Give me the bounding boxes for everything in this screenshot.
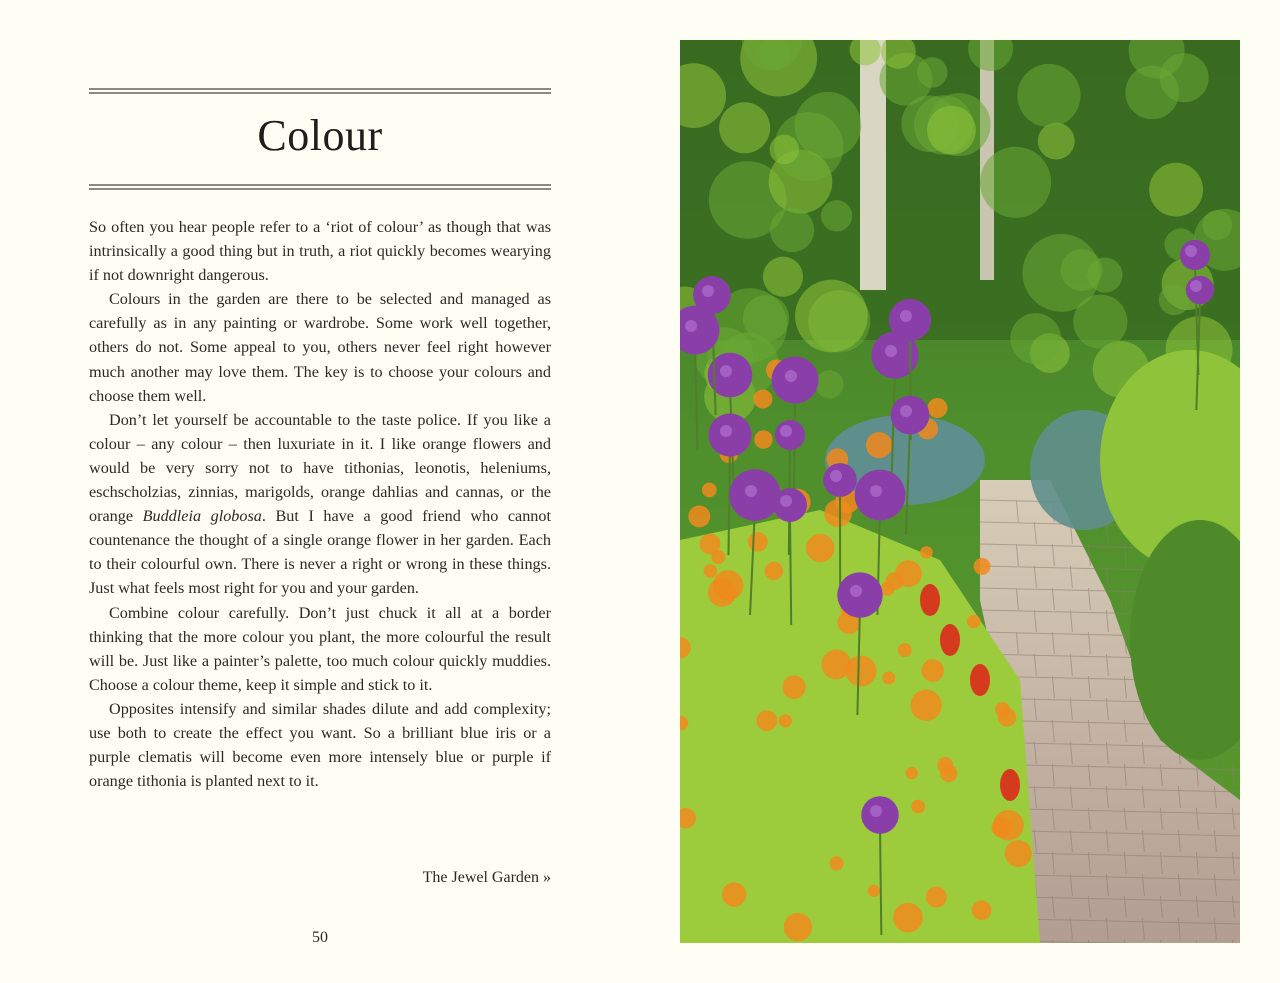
- page-number: 50: [312, 929, 328, 946]
- plant-name-italic: Buddleia globosa: [142, 507, 262, 526]
- title-rule-top: [89, 88, 551, 94]
- paragraph-2: Colours in the garden are there to be selected and managed as carefully as in any painting or wardrobe. Some work well together, others do not. Some appeal to you, others never feel right however much another may love them. The key is to choose your colours and choose them well.: [89, 290, 551, 405]
- chapter-title: Colour: [257, 111, 383, 160]
- paragraph-3: [89, 408, 551, 601]
- paragraph-4: Combine colour carefully. Don’t just chuck it all at a border thinking that the more colour you plant, the more colourful the result will be. Just like a painter’s palette, too much colour quickly muddies. Choose a colour theme, keep it simple and stick to it.: [89, 603, 551, 694]
- title-rule-bottom: [89, 184, 551, 190]
- garden-photo-illustration: [680, 40, 1240, 943]
- body-text: [89, 215, 551, 793]
- paragraph-5: Opposites intensify and similar shades dilute and add complexity; use both to create the effect you want. So a brilliant blue iris or a purple clematis will become even more intensely blue or purple if orange tithonia is planted next to it.: [89, 699, 551, 791]
- garden-photo: [680, 40, 1240, 943]
- paragraph-1: So often you hear people refer to a ‘riot of colour’ as though that was intrinsically a good thing but in truth, a riot quickly becomes wearying if not downright dangerous.: [89, 218, 551, 285]
- paragraph-3-text-b: . But I have a good friend who cannot countenance the thought of a single orange flower in her garden. Each to their colourful own. There is never a right or wrong in these things. Just what feels most right for you and your garden.: [89, 507, 551, 598]
- cross-reference-link[interactable]: The Jewel Garden »: [422, 869, 551, 886]
- paragraph-3-text-a: Don’t let yourself be accountable to the taste police. If you like a colour – any colour – then luxuriate in it. I like orange flowers and would be very sorry not to have tithonias, leonotis, heleniums, eschscholzias, zinnias, marigolds, orange dahlias and cannas, or the orange: [89, 410, 551, 526]
